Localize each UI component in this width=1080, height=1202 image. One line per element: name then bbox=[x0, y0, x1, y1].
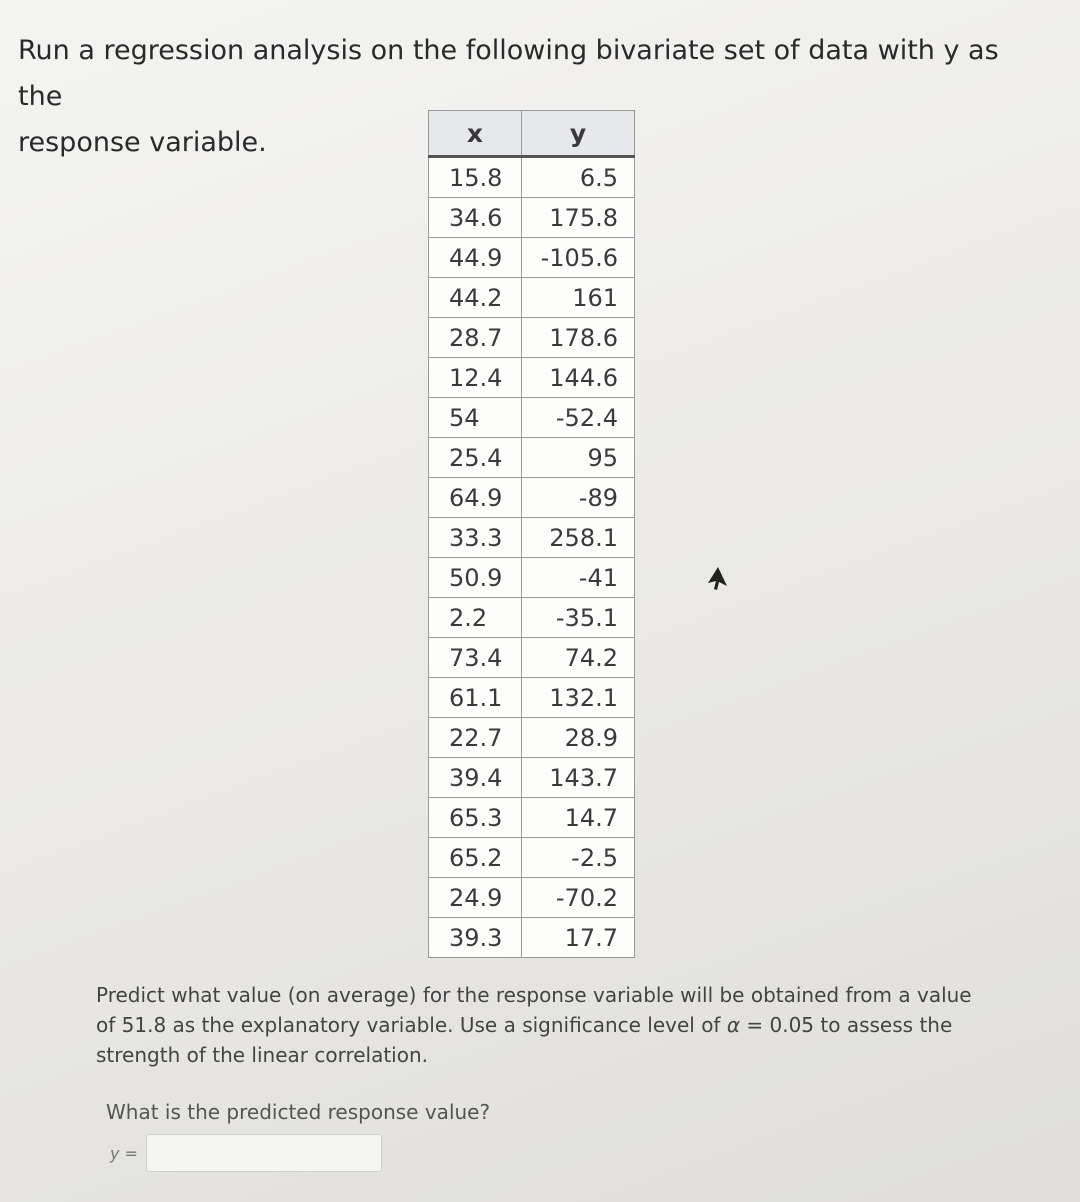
body-part-2: to assess the strength of the linear correlation. bbox=[96, 1013, 953, 1067]
answer-label: y = bbox=[110, 1143, 138, 1163]
table-body bbox=[429, 157, 635, 958]
intro-line-2: response variable. bbox=[18, 127, 267, 158]
table-row bbox=[429, 758, 635, 798]
cell-y: 95 bbox=[522, 438, 635, 478]
cell-x: 39.4 bbox=[429, 758, 522, 798]
answer-input[interactable] bbox=[146, 1134, 382, 1172]
mouse-cursor-icon bbox=[706, 566, 728, 592]
table-row bbox=[429, 878, 635, 918]
cell-x: 65.2 bbox=[429, 838, 522, 878]
data-table bbox=[428, 110, 635, 958]
table-header-row bbox=[429, 111, 635, 157]
table-row bbox=[429, 238, 635, 278]
header-x: x bbox=[429, 111, 522, 157]
cell-x: 54 bbox=[429, 398, 522, 438]
cell-x: 22.7 bbox=[429, 718, 522, 758]
cell-y: -105.6 bbox=[522, 238, 635, 278]
header-y: y bbox=[522, 111, 635, 157]
cell-y: 175.8 bbox=[522, 198, 635, 238]
cell-x: 12.4 bbox=[429, 358, 522, 398]
table-row bbox=[429, 358, 635, 398]
cell-x: 28.7 bbox=[429, 318, 522, 358]
body-part-1: Predict what value (on average) for the response variable will be obtained from a value of 51.8 as the explanatory variable. Use a significance level of bbox=[96, 983, 972, 1037]
cell-y: 74.2 bbox=[522, 638, 635, 678]
cell-y: 14.7 bbox=[522, 798, 635, 838]
cell-y: -35.1 bbox=[522, 598, 635, 638]
intro-line-1: Run a regression analysis on the following bivariate set of data with y as the bbox=[18, 35, 999, 112]
table-row bbox=[429, 198, 635, 238]
cell-x: 61.1 bbox=[429, 678, 522, 718]
table-row bbox=[429, 718, 635, 758]
cell-y: 258.1 bbox=[522, 518, 635, 558]
alpha-value: = 0.05 bbox=[740, 1013, 815, 1037]
prompt-label: What is the predicted response value? bbox=[106, 1100, 491, 1124]
cell-x: 73.4 bbox=[429, 638, 522, 678]
table-row bbox=[429, 838, 635, 878]
cell-y: 161 bbox=[522, 278, 635, 318]
cell-y: 6.5 bbox=[522, 157, 635, 198]
table-row bbox=[429, 518, 635, 558]
table-row bbox=[429, 478, 635, 518]
cell-x: 39.3 bbox=[429, 918, 522, 958]
question-body bbox=[96, 980, 996, 1070]
table-row bbox=[429, 558, 635, 598]
table-row bbox=[429, 278, 635, 318]
cell-x: 24.9 bbox=[429, 878, 522, 918]
cell-x: 15.8 bbox=[429, 157, 522, 198]
alpha-symbol: α bbox=[726, 1013, 741, 1037]
answer-row bbox=[110, 1134, 382, 1172]
table-row bbox=[429, 918, 635, 958]
cell-y: -2.5 bbox=[522, 838, 635, 878]
cell-x: 65.3 bbox=[429, 798, 522, 838]
cell-x: 34.6 bbox=[429, 198, 522, 238]
cell-y: 17.7 bbox=[522, 918, 635, 958]
table-row bbox=[429, 157, 635, 198]
table-row bbox=[429, 598, 635, 638]
cell-y: 28.9 bbox=[522, 718, 635, 758]
table-row bbox=[429, 318, 635, 358]
cell-x: 44.9 bbox=[429, 238, 522, 278]
table-row bbox=[429, 798, 635, 838]
table-row bbox=[429, 678, 635, 718]
cell-y: -52.4 bbox=[522, 398, 635, 438]
table-row bbox=[429, 638, 635, 678]
cell-x: 2.2 bbox=[429, 598, 522, 638]
cell-y: 132.1 bbox=[522, 678, 635, 718]
cell-y: 143.7 bbox=[522, 758, 635, 798]
cell-y: 178.6 bbox=[522, 318, 635, 358]
table-row bbox=[429, 438, 635, 478]
cell-x: 33.3 bbox=[429, 518, 522, 558]
cell-y: -89 bbox=[522, 478, 635, 518]
cell-y: 144.6 bbox=[522, 358, 635, 398]
cell-y: -41 bbox=[522, 558, 635, 598]
cell-x: 44.2 bbox=[429, 278, 522, 318]
cell-y: -70.2 bbox=[522, 878, 635, 918]
cell-x: 50.9 bbox=[429, 558, 522, 598]
cell-x: 64.9 bbox=[429, 478, 522, 518]
cell-x: 25.4 bbox=[429, 438, 522, 478]
table-row bbox=[429, 398, 635, 438]
